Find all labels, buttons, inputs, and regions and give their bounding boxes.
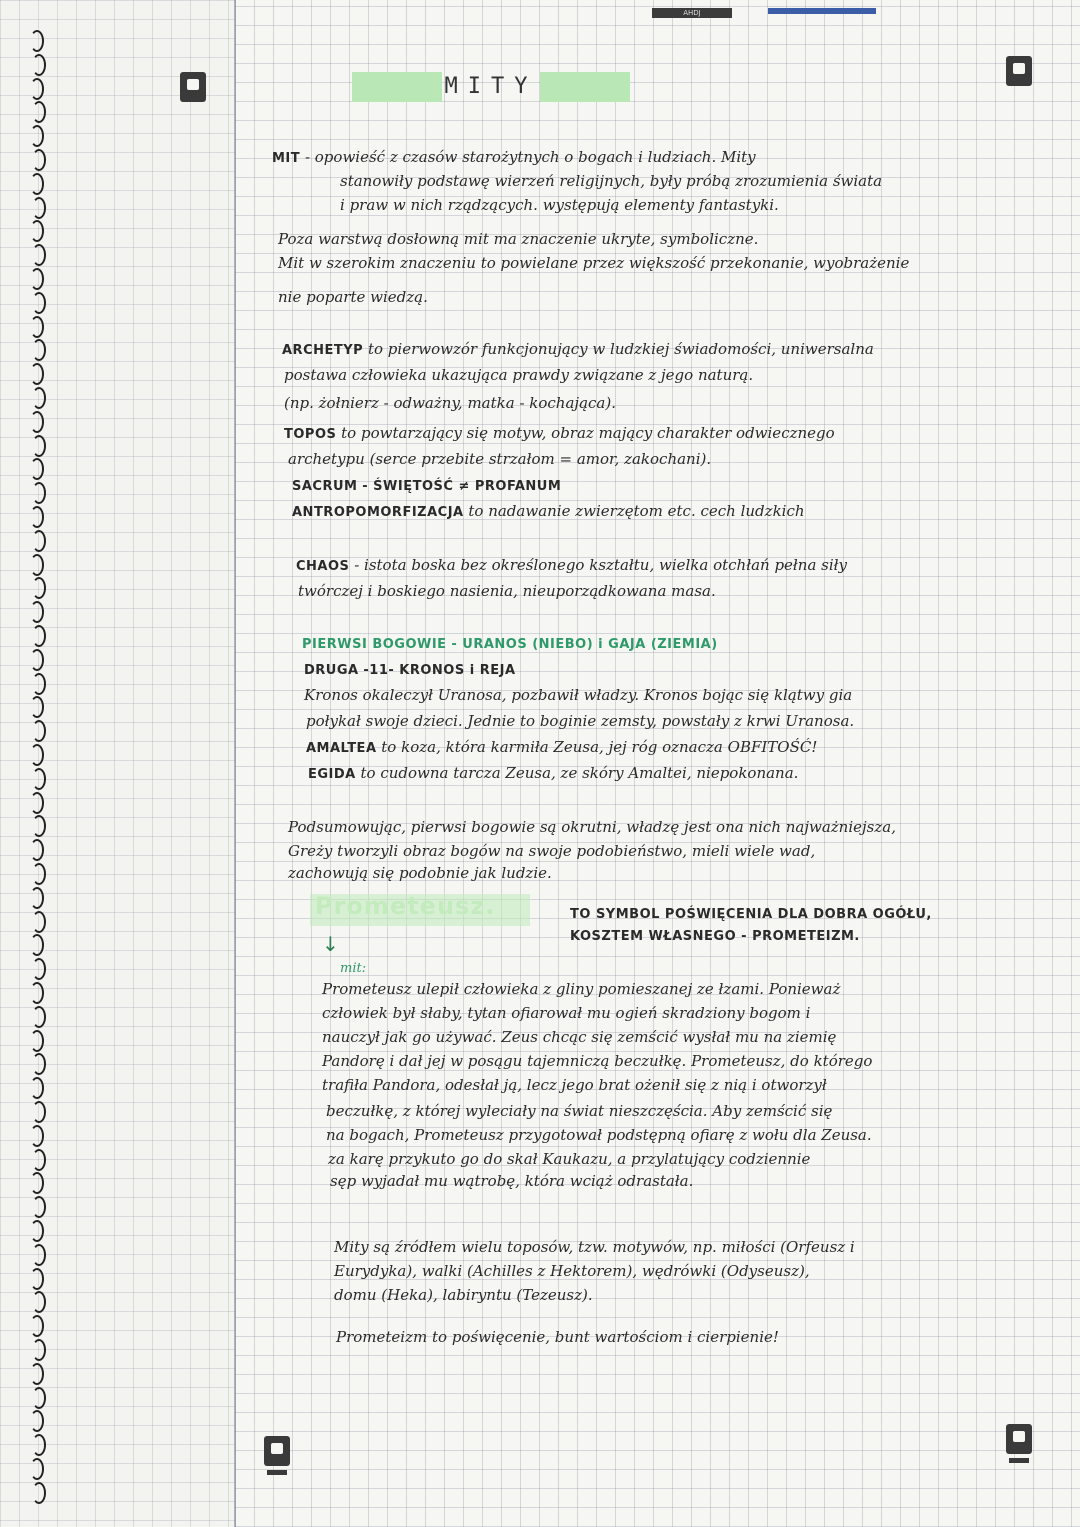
- spiral-ring: [30, 696, 44, 718]
- spiral-ring: [32, 197, 46, 219]
- line-symbol-1: TO SYMBOL POŚWIĘCENIA DLA DOBRA OGÓŁU,: [570, 907, 932, 922]
- line-kronos-2: połykał swoje dzieci. Jednie to boginie zemsty, powstały z krwi Uranosa.: [306, 712, 855, 730]
- spiral-ring: [30, 1268, 44, 1290]
- spiral-ring: [30, 1410, 44, 1432]
- line-pierwsi-bogowie: PIERWSI BOGOWIE - URANOS (NIEBO) i GAJA (ZIEMIA): [302, 637, 718, 652]
- line-topos-2: archetypu (serce przebite strzałom = amor, zakochani).: [288, 450, 712, 468]
- spiral-ring: [32, 292, 46, 314]
- corner-bar-bottom-left: [267, 1470, 287, 1475]
- line-mit-2: stanowiły podstawę wierzeń religijnych, były próbą zrozumienia świata: [340, 172, 883, 190]
- spiral-ring: [32, 673, 46, 695]
- spiral-ring: [30, 1220, 44, 1242]
- spiral-ring: [30, 792, 44, 814]
- term-mit: MIT: [272, 151, 301, 166]
- spiral-ring: [32, 1434, 46, 1456]
- spiral-ring: [32, 577, 46, 599]
- spiral-ring: [30, 220, 44, 242]
- line-prom-4: Pandorę i dał jej w posągu tajemniczą beczułkę. Prometeusz, do którego: [322, 1052, 873, 1070]
- corner-marker-bottom-right: [1006, 1424, 1032, 1454]
- spiral-binding: [18, 30, 188, 1520]
- line-kronos-1: Kronos okaleczył Uranosa, pozbawił władzy. Kronos bojąc się klątwy gia: [304, 686, 853, 704]
- line-mit-6: nie poparte wiedzą.: [278, 288, 428, 306]
- spiral-ring: [32, 768, 46, 790]
- spiral-ring: [30, 30, 44, 52]
- spiral-ring: [32, 958, 46, 980]
- line-mit-4: Poza warstwą dosłowną mit ma znaczenie ukryte, symboliczne.: [278, 230, 759, 248]
- term-archetyp: ARCHETYP: [282, 343, 364, 358]
- page-title: MITY: [444, 74, 538, 99]
- spiral-ring: [30, 268, 44, 290]
- spiral-ring: [32, 1291, 46, 1313]
- line-prom-5: trafiła Pandora, odesłał ją, lecz jego brat ożenił się z nią i otworzył: [322, 1076, 827, 1094]
- line-mit-1: MIT - opowieść z czasów starożytnych o bogach i ludziach. Mity: [272, 148, 756, 166]
- line-prom-1: Prometeusz ulepił człowieka z gliny pomieszanej ze łzami. Ponieważ: [322, 980, 841, 998]
- line-summary-2: Greży tworzyli obraz bogów na swoje podobieństwo, mieli wiele wad,: [288, 842, 816, 860]
- title-block: [352, 72, 630, 102]
- line-mity-2: Eurydyka), walki (Achilles z Hektorem), wędrówki (Odyseusz),: [334, 1262, 810, 1280]
- spiral-ring: [30, 173, 44, 195]
- line-mity-3: domu (Heka), labiryntu (Tezeusz).: [334, 1286, 593, 1304]
- corner-marker-bottom-left: [264, 1436, 290, 1466]
- spiral-ring: [30, 506, 44, 528]
- top-tab-blue: [768, 8, 876, 14]
- line-mity-1: Mity są źródłem wielu toposów, tzw. motywów, np. miłości (Orfeusz i: [334, 1238, 855, 1256]
- term-sacrum: SACRUM: [292, 479, 358, 494]
- spiral-ring: [30, 982, 44, 1004]
- spiral-ring: [30, 458, 44, 480]
- line-summary-1: Podsumowując, pierwsi bogowie są okrutni, władzę jest ona nich najważniejsza,: [288, 818, 896, 836]
- down-arrow-icon: ↓: [322, 932, 339, 956]
- term-antropomorfizacja: ANTROPOMORFIZACJA: [292, 505, 464, 520]
- term-pierwsi-bogowie: PIERWSI BOGOWIE: [302, 637, 447, 652]
- spiral-ring: [32, 625, 46, 647]
- top-tab-label: AHDJ: [652, 8, 732, 18]
- line-druga: DRUGA -11- KRONOS i REJA: [304, 663, 516, 678]
- corner-marker-top-right: [1006, 56, 1032, 86]
- spiral-ring: [32, 815, 46, 837]
- prometeusz-heading: Prometeusz.: [315, 892, 496, 920]
- spiral-ring: [32, 1053, 46, 1075]
- spiral-ring: [30, 411, 44, 433]
- line-archetyp-3: (np. żołnierz - odważny, matka - kochająca).: [284, 394, 616, 412]
- spiral-ring: [30, 316, 44, 338]
- term-chaos: CHAOS: [296, 559, 350, 574]
- line-prom-6: beczułkę, z której wyleciały na świat nieszczęścia. Aby zemścić się: [326, 1102, 833, 1120]
- spiral-ring: [32, 1339, 46, 1361]
- line-topos-1: TOPOS to powtarzający się motyw, obraz mający charakter odwiecznego: [284, 424, 835, 442]
- term-amaltea: AMALTEA: [306, 741, 377, 756]
- line-egida: EGIDA to cudowna tarcza Zeusa, ze skóry Amaltei, niepokonana.: [308, 764, 799, 782]
- spiral-ring: [30, 934, 44, 956]
- line-prom-2: człowiek był słaby, tytan ofiarował mu ogień skradziony bogom i: [322, 1004, 811, 1022]
- line-prometeizm: Prometeizm to poświęcenie, bunt wartościom i cierpienie!: [336, 1328, 779, 1346]
- line-chaos-2: twórczej i boskiego nasienia, nieuporządkowana masa.: [298, 582, 716, 600]
- spiral-ring: [30, 1172, 44, 1194]
- spiral-ring: [30, 363, 44, 385]
- spiral-ring: [32, 530, 46, 552]
- spiral-ring: [30, 1458, 44, 1480]
- line-mit-3: i praw w nich rządzących. występują elementy fantastyki.: [340, 196, 779, 214]
- spiral-ring: [30, 649, 44, 671]
- line-prom-9: sęp wyjadał mu wątrobę, która wciąż odrastała.: [330, 1172, 694, 1190]
- margin-line: [234, 0, 236, 1527]
- line-chaos-1: CHAOS - istota boska bez określonego kształtu, wielka otchłań pełna siły: [296, 556, 847, 574]
- spiral-ring: [30, 1030, 44, 1052]
- spiral-ring: [30, 1125, 44, 1147]
- line-symbol-2: KOSZTEM WŁASNEGO - PROMETEIZM.: [570, 929, 860, 944]
- spiral-ring: [32, 101, 46, 123]
- spiral-ring: [30, 1363, 44, 1385]
- spiral-ring: [32, 1196, 46, 1218]
- spiral-ring: [30, 839, 44, 861]
- line-prom-3: nauczył jak go używać. Zeus chcąc się zemścić wysłał mu na ziemię: [322, 1028, 837, 1046]
- spiral-ring: [30, 1315, 44, 1337]
- line-prom-7: na bogach, Prometeusz przygotował podstępną ofiarę z wołu dla Zeusa.: [326, 1126, 872, 1144]
- line-summary-3: zachowują się podobnie jak ludzie.: [288, 864, 552, 882]
- spiral-ring: [32, 1244, 46, 1266]
- spiral-ring: [32, 482, 46, 504]
- spiral-ring: [32, 1387, 46, 1409]
- spiral-ring: [30, 744, 44, 766]
- spiral-ring: [30, 125, 44, 147]
- spiral-ring: [32, 149, 46, 171]
- spiral-ring: [32, 435, 46, 457]
- line-archetyp-1: ARCHETYP to pierwowzór funkcjonujący w ludzkiej świadomości, uniwersalna: [282, 340, 874, 358]
- line-prom-8: za karę przykuto go do skał Kaukazu, a przylatujący codziennie: [328, 1150, 811, 1168]
- corner-marker-top-left: [180, 72, 206, 102]
- corner-bar-bottom-right: [1009, 1458, 1029, 1463]
- term-egida: EGIDA: [308, 767, 356, 782]
- term-druga: DRUGA: [304, 663, 359, 678]
- spiral-ring: [32, 54, 46, 76]
- spiral-ring: [32, 339, 46, 361]
- spiral-ring: [32, 1006, 46, 1028]
- spiral-ring: [30, 887, 44, 909]
- spiral-ring: [32, 1101, 46, 1123]
- spiral-ring: [30, 554, 44, 576]
- line-archetyp-2: postawa człowieka ukazująca prawdy związane z jego naturą.: [284, 366, 754, 384]
- spiral-ring: [30, 601, 44, 623]
- line-antropomorfizacja: ANTROPOMORFIZACJA to nadawanie zwierzętom etc. cech ludzkich: [292, 502, 805, 520]
- spiral-ring: [30, 1077, 44, 1099]
- line-amaltea: AMALTEA to koza, która karmiła Zeusa, jej róg oznacza OBFITOŚĆ!: [306, 738, 818, 756]
- spiral-ring: [30, 78, 44, 100]
- term-topos: TOPOS: [284, 427, 337, 442]
- line-sacrum: SACRUM - ŚWIĘTOŚĆ ≠ PROFANUM: [292, 479, 562, 494]
- spiral-ring: [32, 244, 46, 266]
- spiral-ring: [32, 1149, 46, 1171]
- spiral-ring: [32, 863, 46, 885]
- spiral-ring: [32, 720, 46, 742]
- spiral-ring: [32, 1482, 46, 1504]
- mit-label: mit:: [340, 961, 367, 976]
- spiral-ring: [32, 911, 46, 933]
- line-mit-5: Mit w szerokim znaczeniu to powielane przez większość przekonanie, wyobrażenie: [278, 254, 910, 272]
- spiral-ring: [32, 387, 46, 409]
